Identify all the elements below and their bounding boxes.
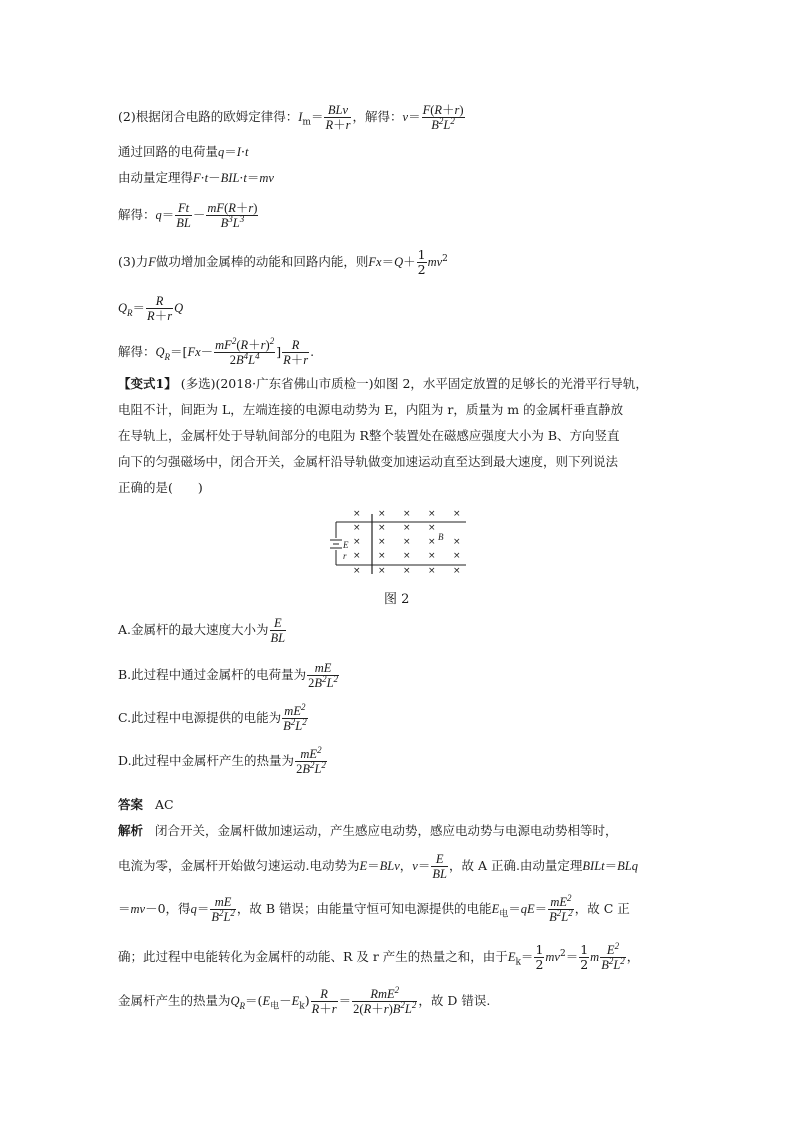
part3-qr: $Q_R=$ $\frac{R}{R+r}$ Q (118, 294, 184, 323)
field-mark: × (453, 566, 461, 576)
field-mark: × (353, 523, 361, 533)
variant-line5: 正确的是( ) (118, 480, 203, 495)
variant-line2: 电阻不计，间距为 L，左端连接的电源电动势为 E，内阻为 r，质量为 m 的金属杆垂直静放 (118, 402, 624, 417)
field-mark: × (403, 509, 411, 519)
figure-caption: 图 2 (384, 592, 410, 607)
label-E: E (343, 540, 349, 550)
field-mark: × (378, 537, 386, 547)
field-mark: × (378, 566, 386, 576)
analysis-line4: 确；此过程中电能转化为金属杆的动能、R 及 r 产生的热量之和，由于$E_k=$ $\frac{1}{2}$ $mv^2=$ $\frac{1}{2}$ m $\frac{E^2}{B^2L^2}$ ， (118, 940, 640, 972)
answer-line: 答案 AC (118, 797, 174, 812)
magnetic-field-marks (353, 509, 461, 576)
field-mark: × (428, 537, 436, 547)
analysis-line1: 解析 闭合开关，金属杆做加速运动，产生感应电动势，感应电动势与电源电动势相等时， (118, 823, 618, 838)
field-mark: × (453, 509, 461, 519)
variant-line3: 在导轨上，金属杆处于导轨间部分的电阻为 R整个装置处在磁感应强度大小为 B、方向竖直 (118, 428, 620, 443)
field-mark: × (428, 509, 436, 519)
field-mark: × (403, 523, 411, 533)
part3-solution: 解得：$Q_R=[Fx-$ $\frac{mF^2(R+r)^2}{2B^4L^4}$ ] $\frac{R}{R+r}$ . (118, 335, 315, 367)
field-mark: × (378, 523, 386, 533)
analysis-line3: ＝mv－0，得q＝ $\frac{mE}{B^2L^2}$ ，故 B 错误；由能量守恒可知电源提供的电能$E_电=qE=$ $\frac{mE^2}{B^2L^2}$ ，故 C 正 (118, 892, 630, 924)
field-mark: × (378, 509, 386, 519)
field-mark: × (353, 509, 361, 519)
part2-charge: 通过回路的电荷量q＝I·t (118, 144, 249, 159)
answer-value: AC (154, 797, 174, 812)
label-B: B (438, 532, 444, 542)
part3-line1: (3)力F做功增加金属棒的动能和回路内能，则Fx＝Q＋ $\frac{1}{2}$ $mv^2$ (118, 247, 448, 277)
field-mark: × (453, 537, 461, 547)
option-D: D.此过程中金属杆产生的热量为 $\frac{mE^2}{2B^2L^2}$ (118, 744, 326, 776)
part2-line1: (2)根据闭合电路的欧姆定律得：$I_m=$ $\frac{\text{BLv}}{R+r}$ ，解得：v＝ $\frac{F(R+r)}{B^2L^2}$ (118, 103, 464, 132)
field-mark: × (378, 551, 386, 561)
field-mark: × (453, 551, 461, 561)
circuit-figure (326, 506, 476, 580)
field-mark: × (353, 537, 361, 547)
part2-solution: 解得：q＝ $\frac{Ft}{BL}$ － $\frac{mF(R+r)}{B^3L^3}$ (118, 201, 258, 230)
analysis-line5: 金属杆产生的热量为$Q_R=(E_电-E_k)$ $\frac{R}{R+r}$ ＝ $\frac{RmE^2}{2(R+r)B^2L^2}$ ，故 D 错误. (118, 984, 491, 1016)
option-C: C.此过程中电源提供的电能为 $\frac{mE^2}{B^2L^2}$ (118, 701, 307, 733)
field-mark: × (428, 523, 436, 533)
part2-momentum: 由动量定理得F·t－BIL·t＝mv (118, 170, 274, 185)
field-mark: × (353, 566, 361, 576)
variant-line4: 向下的匀强磁场中，闭合开关，金属杆沿导轨做变加速运动直至达到最大速度，则下列说法 (118, 454, 619, 469)
option-B: B.此过程中通过金属杆的电荷量为 $\frac{mE}{2B^2L^2}$ (118, 661, 339, 690)
label-r: r (343, 551, 347, 561)
field-mark: × (428, 566, 436, 576)
field-mark: × (428, 551, 436, 561)
field-mark: × (353, 551, 361, 561)
field-mark: × (403, 537, 411, 547)
field-mark: × (403, 551, 411, 561)
analysis-line2: 电流为零，金属杆开始做匀速运动.电动势为E＝BLv，v＝ $\frac{E}{BL}$ ，故 A 正确.由动量定理BILt＝BLq (118, 852, 639, 881)
variant-line1: 【变式1】 (多选)(2018·广东省佛山市质检一)如图 2，水平固定放置的足够长的光滑平行导轨， (118, 376, 648, 391)
field-mark: × (403, 566, 411, 576)
option-A: A.金属杆的最大速度大小为 $\frac{E}{BL}$ (118, 616, 286, 645)
